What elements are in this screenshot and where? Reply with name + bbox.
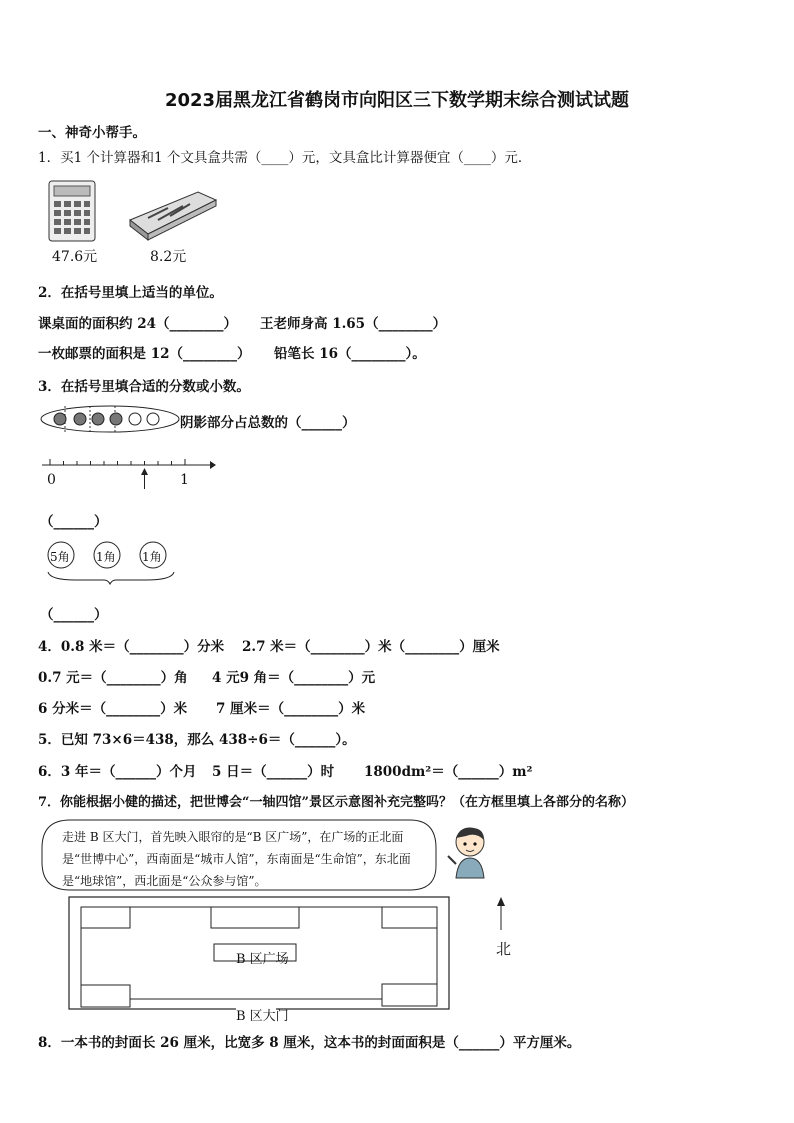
boy-icon xyxy=(446,824,490,880)
question-2: 2．在括号里填上适当的单位。 xyxy=(38,285,223,301)
northeast-box xyxy=(382,907,437,928)
question-3: 3．在括号里填合适的分数或小数。 xyxy=(38,379,250,395)
question-1: 1．买1 个计算器和1 个文具盒共需（____）元，文具盒比计算器便宜（____）元． xyxy=(38,150,532,166)
q4-line-1b: 2.7 米＝（________）米（________）厘米 xyxy=(242,639,500,655)
coin-1jiao-b: 1角 xyxy=(142,550,162,564)
circles-oval-figure xyxy=(40,404,180,434)
q2-blank-4: 铅笔长 16（________）。 xyxy=(274,346,426,362)
q4-line-1a: 4．0.8 米＝（________）分米 xyxy=(38,639,225,655)
plaza-label: B 区广场 xyxy=(236,952,289,967)
pencil-box-icon xyxy=(128,190,218,242)
shade-question: 阴影部分占总数的（______） xyxy=(180,415,356,431)
north-box xyxy=(211,907,299,928)
q6-part-c: 1800dm²＝（______）m² xyxy=(364,764,533,780)
q6-part-b: 5 日＝（______）时 xyxy=(212,764,335,780)
question-5: 5．已知 73×6＝438，那么 438÷6＝（______）。 xyxy=(38,732,356,748)
ruler-one: 1 xyxy=(180,472,189,488)
bubble-text: 走进 B 区大门，首先映入眼帘的是“B 区广场”，在广场的正北面是“世博中心”，西南面是“城市人馆”，东南面是“生命馆”，东北面是“地球馆”，西北面是“公众参与馆”。 xyxy=(62,830,411,888)
pencil-box-price: 8.2元 xyxy=(150,249,187,265)
section-heading: 一、神奇小帮手。 xyxy=(38,125,146,141)
north-label: 北 xyxy=(496,940,512,958)
gate-label: B 区大门 xyxy=(236,1009,289,1024)
calculator-price: 47.6元 xyxy=(52,249,98,265)
ruler-blank: （______） xyxy=(40,514,108,530)
q2-blank-1: 课桌面的面积约 24（________） xyxy=(38,316,237,332)
q4-line-3a: 6 分米＝（________）米 xyxy=(38,701,188,717)
q4-line-2b: 4 元9 角＝（________）元 xyxy=(212,670,376,686)
page-title: 2023届黑龙江省鹤岗市向阳区三下数学期末综合测试试题 xyxy=(164,90,630,111)
q2-blank-2: 王老师身高 1.65（________） xyxy=(260,316,447,332)
question-7: 7．你能根据小健的描述，把世博会“一轴四馆”景区示意图补充完整吗？（在方框里填上各部分的名称） xyxy=(38,795,635,810)
coin-5jiao: 5角 xyxy=(50,550,70,564)
q4-line-2a: 0.7 元＝（________）角 xyxy=(38,670,188,686)
southwest-box xyxy=(81,985,130,1007)
ruler-zero: 0 xyxy=(47,472,56,488)
q2-blank-3: 一枚邮票的面积是 12（________） xyxy=(38,346,251,362)
question-8: 8．一本书的封面长 26 厘米，比宽多 8 厘米，这本书的封面面积是（______）平方厘米。 xyxy=(38,1035,581,1051)
coins-blank: （______） xyxy=(40,607,108,623)
calculator-icon xyxy=(48,180,98,244)
southeast-box xyxy=(382,984,437,1006)
q6-part-a: 6．3 年＝（______）个月 xyxy=(38,764,197,780)
north-arrow-icon xyxy=(494,896,508,932)
northwest-box xyxy=(81,907,130,928)
q4-line-3b: 7 厘米＝（________）米 xyxy=(216,701,366,717)
coin-1jiao-a: 1角 xyxy=(96,550,116,564)
